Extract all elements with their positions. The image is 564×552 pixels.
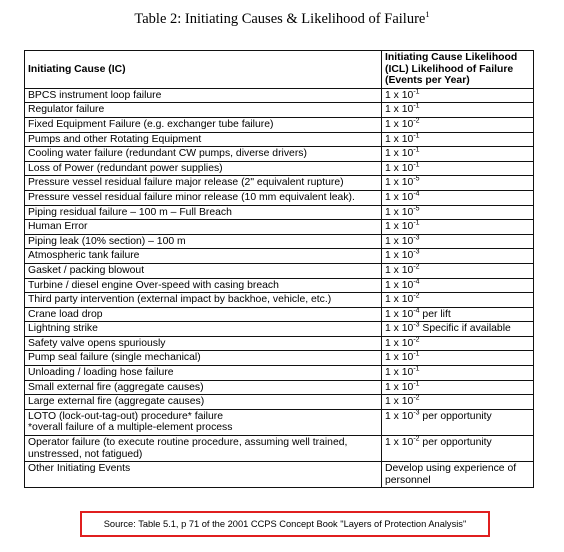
likelihood-cell — [382, 351, 534, 366]
likelihood-cell — [382, 190, 534, 205]
likelihood-cell — [382, 462, 534, 488]
table-row — [25, 161, 534, 176]
likelihood-cell — [382, 263, 534, 278]
likelihood-base: 1 x 10 — [385, 352, 414, 364]
likelihood-cell — [382, 147, 534, 162]
table-row — [25, 436, 534, 462]
likelihood-cell — [382, 88, 534, 103]
likelihood-base: 1 x 10 — [385, 381, 414, 393]
likelihood-exponent: -1 — [413, 102, 420, 110]
table-row — [25, 176, 534, 191]
likelihood-base: 1 x 10 — [385, 294, 414, 306]
likelihood-base: Develop using experience of personnel — [385, 463, 517, 486]
likelihood-exponent: -2 — [413, 336, 420, 344]
likelihood-base: 1 x 10 — [385, 264, 414, 276]
likelihood-cell — [382, 161, 534, 176]
cause-cell: Turbine / diesel engine Over-speed with casing breach — [25, 278, 382, 293]
likelihood-cell — [382, 322, 534, 337]
likelihood-base: 1 x 10 — [385, 148, 414, 160]
table-row — [25, 395, 534, 410]
cause-cell: Cooling water failure (redundant CW pumps, diverse drivers) — [25, 147, 382, 162]
table-row — [25, 205, 534, 220]
table-body — [25, 88, 534, 488]
likelihood-base: 1 x 10 — [385, 323, 414, 335]
likelihood-qualifier: Specific if available — [419, 323, 511, 335]
cause-cell: Large external fire (aggregate causes) — [25, 395, 382, 410]
likelihood-base: 1 x 10 — [385, 89, 414, 101]
table-row — [25, 322, 534, 337]
table-row — [25, 336, 534, 351]
table-title-text: Table 2: Initiating Causes & Likelihood of Failure — [134, 10, 426, 27]
table-row — [25, 132, 534, 147]
likelihood-base: 1 x 10 — [385, 396, 414, 408]
table-header-row — [25, 51, 534, 89]
table-row — [25, 263, 534, 278]
likelihood-cell — [382, 366, 534, 381]
cause-cell: Crane load drop — [25, 307, 382, 322]
likelihood-exponent: -5 — [413, 205, 420, 213]
table-row — [25, 249, 534, 264]
likelihood-base: 1 x 10 — [385, 206, 414, 218]
table-row — [25, 380, 534, 395]
table-row — [25, 88, 534, 103]
cause-cell: Piping leak (10% section) – 100 m — [25, 234, 382, 249]
table-row — [25, 293, 534, 308]
likelihood-exponent: -1 — [413, 219, 420, 227]
title-footnote-marker: 1 — [425, 9, 430, 19]
table-row — [25, 351, 534, 366]
likelihood-cell — [382, 380, 534, 395]
likelihood-qualifier: per opportunity — [419, 410, 492, 422]
cause-cell: Pressure vessel residual failure major release (2" equivalent rupture) — [25, 176, 382, 191]
likelihood-cell — [382, 117, 534, 132]
likelihood-base: 1 x 10 — [385, 118, 414, 130]
likelihood-base: 1 x 10 — [385, 279, 414, 291]
likelihood-base: 1 x 10 — [385, 250, 414, 262]
likelihood-exponent: -1 — [413, 365, 420, 373]
header-likelihood: Initiating Cause Likelihood (ICL) Likelihood of Failure (Events per Year) — [382, 51, 534, 89]
likelihood-cell — [382, 336, 534, 351]
likelihood-exponent: -1 — [413, 161, 420, 169]
cause-cell: Operator failure (to execute routine procedure, assuming well trained, unstressed, not fatigued) — [25, 436, 382, 462]
table-row — [25, 366, 534, 381]
likelihood-base: 1 x 10 — [385, 177, 414, 189]
cause-cell: Atmospheric tank failure — [25, 249, 382, 264]
likelihood-exponent: -2 — [413, 435, 420, 443]
likelihood-exponent: -3 — [413, 321, 420, 329]
likelihood-exponent: -1 — [413, 351, 420, 358]
cause-cell: Pumps and other Rotating Equipment — [25, 132, 382, 147]
likelihood-exponent: -3 — [413, 409, 420, 417]
likelihood-exponent: -2 — [413, 394, 420, 402]
cause-cell: Regulator failure — [25, 103, 382, 118]
likelihood-exponent: -5 — [413, 175, 420, 183]
likelihood-cell — [382, 395, 534, 410]
table-row — [25, 234, 534, 249]
cause-cell: Pump seal failure (single mechanical) — [25, 351, 382, 366]
likelihood-cell — [382, 205, 534, 220]
likelihood-exponent: -1 — [413, 380, 420, 388]
cause-cell: Small external fire (aggregate causes) — [25, 380, 382, 395]
cause-cell: Human Error — [25, 220, 382, 235]
likelihood-exponent: -4 — [413, 307, 420, 315]
likelihood-exponent: -1 — [413, 132, 420, 140]
initiating-causes-table — [24, 50, 534, 488]
likelihood-qualifier: per lift — [419, 308, 451, 320]
likelihood-exponent: -2 — [413, 117, 420, 125]
likelihood-exponent: -1 — [413, 88, 420, 96]
likelihood-exponent: -2 — [413, 263, 420, 271]
likelihood-cell — [382, 234, 534, 249]
cause-cell: BPCS instrument loop failure — [25, 88, 382, 103]
likelihood-cell — [382, 103, 534, 118]
likelihood-base: 1 x 10 — [385, 133, 414, 145]
table-row — [25, 103, 534, 118]
cause-cell: Lightning strike — [25, 322, 382, 337]
likelihood-base: 1 x 10 — [385, 104, 414, 116]
source-note: Source: Table 5.1, p 71 of the 2001 CCPS Concept Book "Layers of Protection Analysis" — [80, 511, 490, 537]
table-row — [25, 147, 534, 162]
likelihood-exponent: -3 — [413, 248, 420, 256]
likelihood-base: 1 x 10 — [385, 191, 414, 203]
table-row — [25, 409, 534, 435]
cause-cell: LOTO (lock-out-tag-out) procedure* failure *overall failure of a multiple-element process — [25, 409, 382, 435]
likelihood-exponent: -1 — [413, 146, 420, 154]
table-row — [25, 278, 534, 293]
likelihood-exponent: -4 — [413, 278, 420, 286]
likelihood-exponent: -4 — [413, 190, 420, 198]
likelihood-cell — [382, 293, 534, 308]
table-row — [25, 307, 534, 322]
likelihood-base: 1 x 10 — [385, 437, 414, 449]
likelihood-base: 1 x 10 — [385, 221, 414, 233]
likelihood-base: 1 x 10 — [385, 337, 414, 349]
likelihood-cell — [382, 409, 534, 435]
likelihood-cell — [382, 436, 534, 462]
cause-cell: Gasket / packing blowout — [25, 263, 382, 278]
likelihood-base: 1 x 10 — [385, 235, 414, 247]
table-title — [0, 9, 564, 28]
cause-cell: Piping residual failure – 100 m – Full Breach — [25, 205, 382, 220]
table-row — [25, 190, 534, 205]
likelihood-cell — [382, 176, 534, 191]
likelihood-cell — [382, 132, 534, 147]
table-row — [25, 462, 534, 488]
likelihood-qualifier: per opportunity — [419, 437, 492, 449]
cause-cell: Third party intervention (external impact by backhoe, vehicle, etc.) — [25, 293, 382, 308]
table-row — [25, 220, 534, 235]
likelihood-cell — [382, 249, 534, 264]
likelihood-base: 1 x 10 — [385, 308, 414, 320]
header-initiating-cause: Initiating Cause (IC) — [25, 51, 382, 89]
likelihood-base: 1 x 10 — [385, 162, 414, 174]
cause-cell: Unloading / loading hose failure — [25, 366, 382, 381]
likelihood-exponent: -3 — [413, 234, 420, 242]
cause-cell: Loss of Power (redundant power supplies) — [25, 161, 382, 176]
cause-cell: Fixed Equipment Failure (e.g. exchanger tube failure) — [25, 117, 382, 132]
cause-cell: Pressure vessel residual failure minor release (10 mm equivalent leak). — [25, 190, 382, 205]
likelihood-base: 1 x 10 — [385, 410, 414, 422]
likelihood-cell — [382, 307, 534, 322]
cause-cell: Other Initiating Events — [25, 462, 382, 488]
table-row — [25, 117, 534, 132]
cause-cell: Safety valve opens spuriously — [25, 336, 382, 351]
likelihood-exponent: -2 — [413, 292, 420, 300]
likelihood-cell — [382, 278, 534, 293]
likelihood-cell — [382, 220, 534, 235]
likelihood-base: 1 x 10 — [385, 367, 414, 379]
